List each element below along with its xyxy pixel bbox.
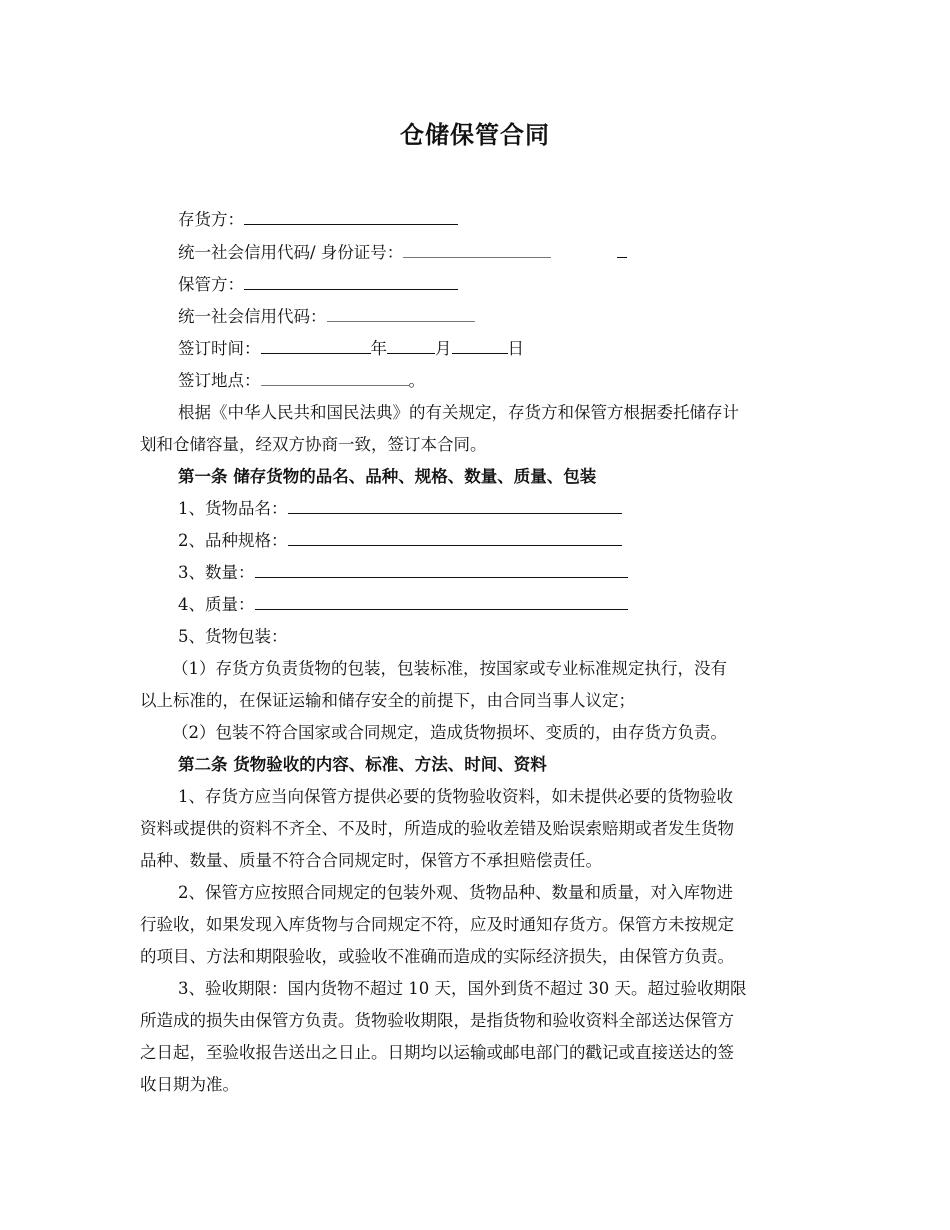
article2-para3-line: 所造成的损失由保管方负责。货物验收期限，是指货物和验收资料全部送达保管方 [140, 1011, 734, 1030]
clause1-line: （1）存货方负责货物的包装，包装标准，按国家或专业标准规定执行，没有 [172, 659, 727, 678]
sign-time-field [178, 333, 812, 365]
day-label: 日 [507, 339, 524, 358]
intro-line: 划和仓储容量，经双方协商一致，签订本合同。 [140, 435, 487, 454]
clause1-line: 以上标准的，在保证运输和储存安全的前提下，由合同当事人议定； [140, 691, 635, 710]
item-quantity-label: 3、数量： [178, 563, 255, 582]
year-blank[interactable] [261, 335, 371, 354]
month-blank[interactable] [387, 335, 435, 354]
article2-para3-line: 3、验收期限：国内货物不超过 10 天，国外到货不超过 30 天。超过验收期限 [178, 979, 747, 998]
depositor-blank[interactable] [244, 206, 458, 225]
article1-item-quantity [178, 557, 812, 589]
article1-item-spec [178, 525, 812, 557]
item-spec-blank[interactable] [288, 527, 622, 546]
article1-item-name [178, 493, 812, 525]
article2-para3-line: 之日起，至验收报告送出之日止。日期均以运输或邮电部门的戳记或直接送达的签 [140, 1043, 734, 1062]
article2-para2-line: 2、保管方应按照合同规定的包装外观、货物品种、数量和质量，对入库物进 [178, 883, 733, 902]
sign-place-blank[interactable] [261, 367, 409, 386]
sign-time-label: 签订时间： [178, 339, 261, 358]
article2-para1-line: 品种、数量、质量不符合合同规定时，保管方不承担赔偿责任。 [140, 851, 602, 870]
item-name-label: 1、货物品名： [178, 499, 288, 518]
sign-place-label: 签订地点： [178, 371, 261, 390]
keeper-code-blank[interactable] [327, 303, 475, 322]
article2-para2-line: 行验收，如果发现入库货物与合同规定不符，应及时通知存货方。保管方未按规定 [140, 915, 734, 934]
item-spec-label: 2、品种规格： [178, 531, 288, 550]
item-quality-blank[interactable] [255, 591, 628, 610]
item-quality-label: 4、质量： [178, 595, 255, 614]
keeper-code-field [178, 301, 812, 333]
item-quantity-blank[interactable] [255, 559, 628, 578]
year-label: 年 [370, 339, 387, 358]
article2-para1-line: 1、存货方应当向保管方提供必要的货物验收资料，如未提供必要的货物验收 [178, 787, 733, 806]
document-title: 仓储保管合同 [400, 121, 550, 149]
depositor-code-field [178, 237, 812, 269]
sign-place-field [178, 365, 812, 397]
article2-para3-line: 收日期为准。 [140, 1075, 239, 1094]
intro-line: 根据《中华人民共和国民法典》的有关规定，存货方和保管方根据委托储存计 [178, 403, 739, 422]
trailing-underscore [617, 239, 627, 258]
keeper-label: 保管方： [178, 275, 244, 294]
article2-para1-line: 资料或提供的资料不齐全、不及时，所造成的验收差错及贻误索赔期或者发生货物 [140, 819, 734, 838]
day-blank[interactable] [452, 335, 508, 354]
sign-place-end: 。 [408, 371, 425, 390]
item-name-blank[interactable] [288, 495, 622, 514]
clause2-line: （2）包装不符合国家或合同规定，造成货物损坏、变质的，由存货方负责。 [172, 723, 727, 742]
article2-heading: 第二条 货物验收的内容、标准、方法、时间、资料 [178, 755, 547, 774]
keeper-field [178, 269, 812, 301]
month-label: 月 [435, 339, 452, 358]
keeper-blank[interactable] [244, 271, 458, 290]
article1-heading: 第一条 储存货物的品名、品种、规格、数量、质量、包装 [178, 467, 597, 486]
article1-item-quality [178, 589, 812, 621]
depositor-field [178, 204, 812, 236]
keeper-code-label: 统一社会信用代码： [178, 307, 327, 326]
depositor-code-blank[interactable] [403, 239, 551, 258]
depositor-label: 存货方： [178, 210, 244, 229]
depositor-code-label: 统一社会信用代码/ 身份证号： [178, 243, 404, 262]
article1-item-packaging: 5、货物包装： [178, 627, 288, 646]
article2-para2-line: 的项目、方法和期限验收，或验收不准确而造成的实际经济损失，由保管方负责。 [140, 947, 734, 966]
